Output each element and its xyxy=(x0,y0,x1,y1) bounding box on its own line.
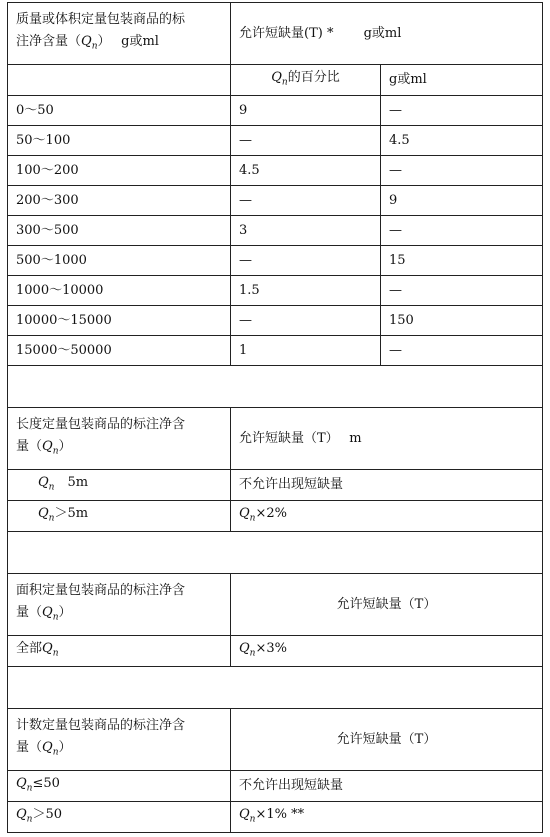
section-separator xyxy=(8,532,543,574)
qn-symbol: $Q_n$ xyxy=(239,505,256,524)
table-row: 1000～10000 1.5 — xyxy=(8,276,543,306)
count-header-right: 允许短缺量（T） xyxy=(231,709,543,771)
mass-header-left: 质量或体积定量包装商品的标 注净含量$(Q_n)$ g或ml xyxy=(8,3,231,65)
mass-header-right: 允许短缺量(T) * g或ml xyxy=(231,3,543,65)
net-content-tolerance-table xyxy=(7,2,543,833)
table-row: 200～300 — 9 xyxy=(8,186,543,216)
qn-symbol: $Q_n$ xyxy=(239,640,256,659)
table-row: $Q_n>50$ $Q_n\times 1\%$ ** xyxy=(8,802,543,833)
table-row: 10000～15000 — 150 xyxy=(8,306,543,336)
count-header-left: 计数定量包装商品的标注净含 量$(Q_n)$ xyxy=(8,709,231,771)
qn-symbol: $Q_n$ xyxy=(42,605,59,623)
qn-symbol: $Q_n$ xyxy=(38,474,55,493)
table-row: 50～100 — 4.5 xyxy=(8,126,543,156)
table-row: $Q_n$ 5m 不允许出现短缺量 xyxy=(8,470,543,501)
qn-symbol: $Q_n$ xyxy=(16,806,33,825)
table-row: 0～50 9 — xyxy=(8,96,543,126)
qn-symbol: $Q_n$ xyxy=(239,806,256,825)
section-separator xyxy=(8,366,543,408)
qn-symbol: $Q_n$ xyxy=(42,740,59,758)
mass-subheader-blank xyxy=(8,65,231,96)
area-header-left: 面积定量包装商品的标注净含 量$(Q_n)$ xyxy=(8,574,231,636)
qn-symbol: $Q_n$ xyxy=(16,775,33,794)
area-header-right: 允许短缺量（T） xyxy=(231,574,543,636)
mass-subheader-pct: $Q_n$的百分比 xyxy=(231,65,381,96)
table-row: 全部$Q_n$ $Q_n\times 3\%$ xyxy=(8,636,543,667)
qn-symbol: $Q_n$ xyxy=(38,505,55,524)
table-row: 15000～50000 1 — xyxy=(8,336,543,366)
table-row: 100～200 4.5 — xyxy=(8,156,543,186)
table-row: 500～1000 — 15 xyxy=(8,246,543,276)
qn-symbol: $Q_n$ xyxy=(42,640,59,659)
qn-symbol: $Q_n$ xyxy=(42,439,59,457)
mass-subheader-abs: g或ml xyxy=(381,65,543,96)
length-header-right: 允许短缺量（T） m xyxy=(231,408,543,470)
table-row: 300～500 3 — xyxy=(8,216,543,246)
qn-symbol: $Q_n$ xyxy=(81,34,98,52)
table-row: $Q_n>5m$ $Q_n\times 2\%$ xyxy=(8,501,543,532)
section-separator xyxy=(8,667,543,709)
length-header-left: 长度定量包装商品的标注净含 量$(Q_n)$ xyxy=(8,408,231,470)
table-row: $Q_n\le 50$ 不允许出现短缺量 xyxy=(8,771,543,802)
qn-symbol: $Q_n$ xyxy=(271,69,288,88)
